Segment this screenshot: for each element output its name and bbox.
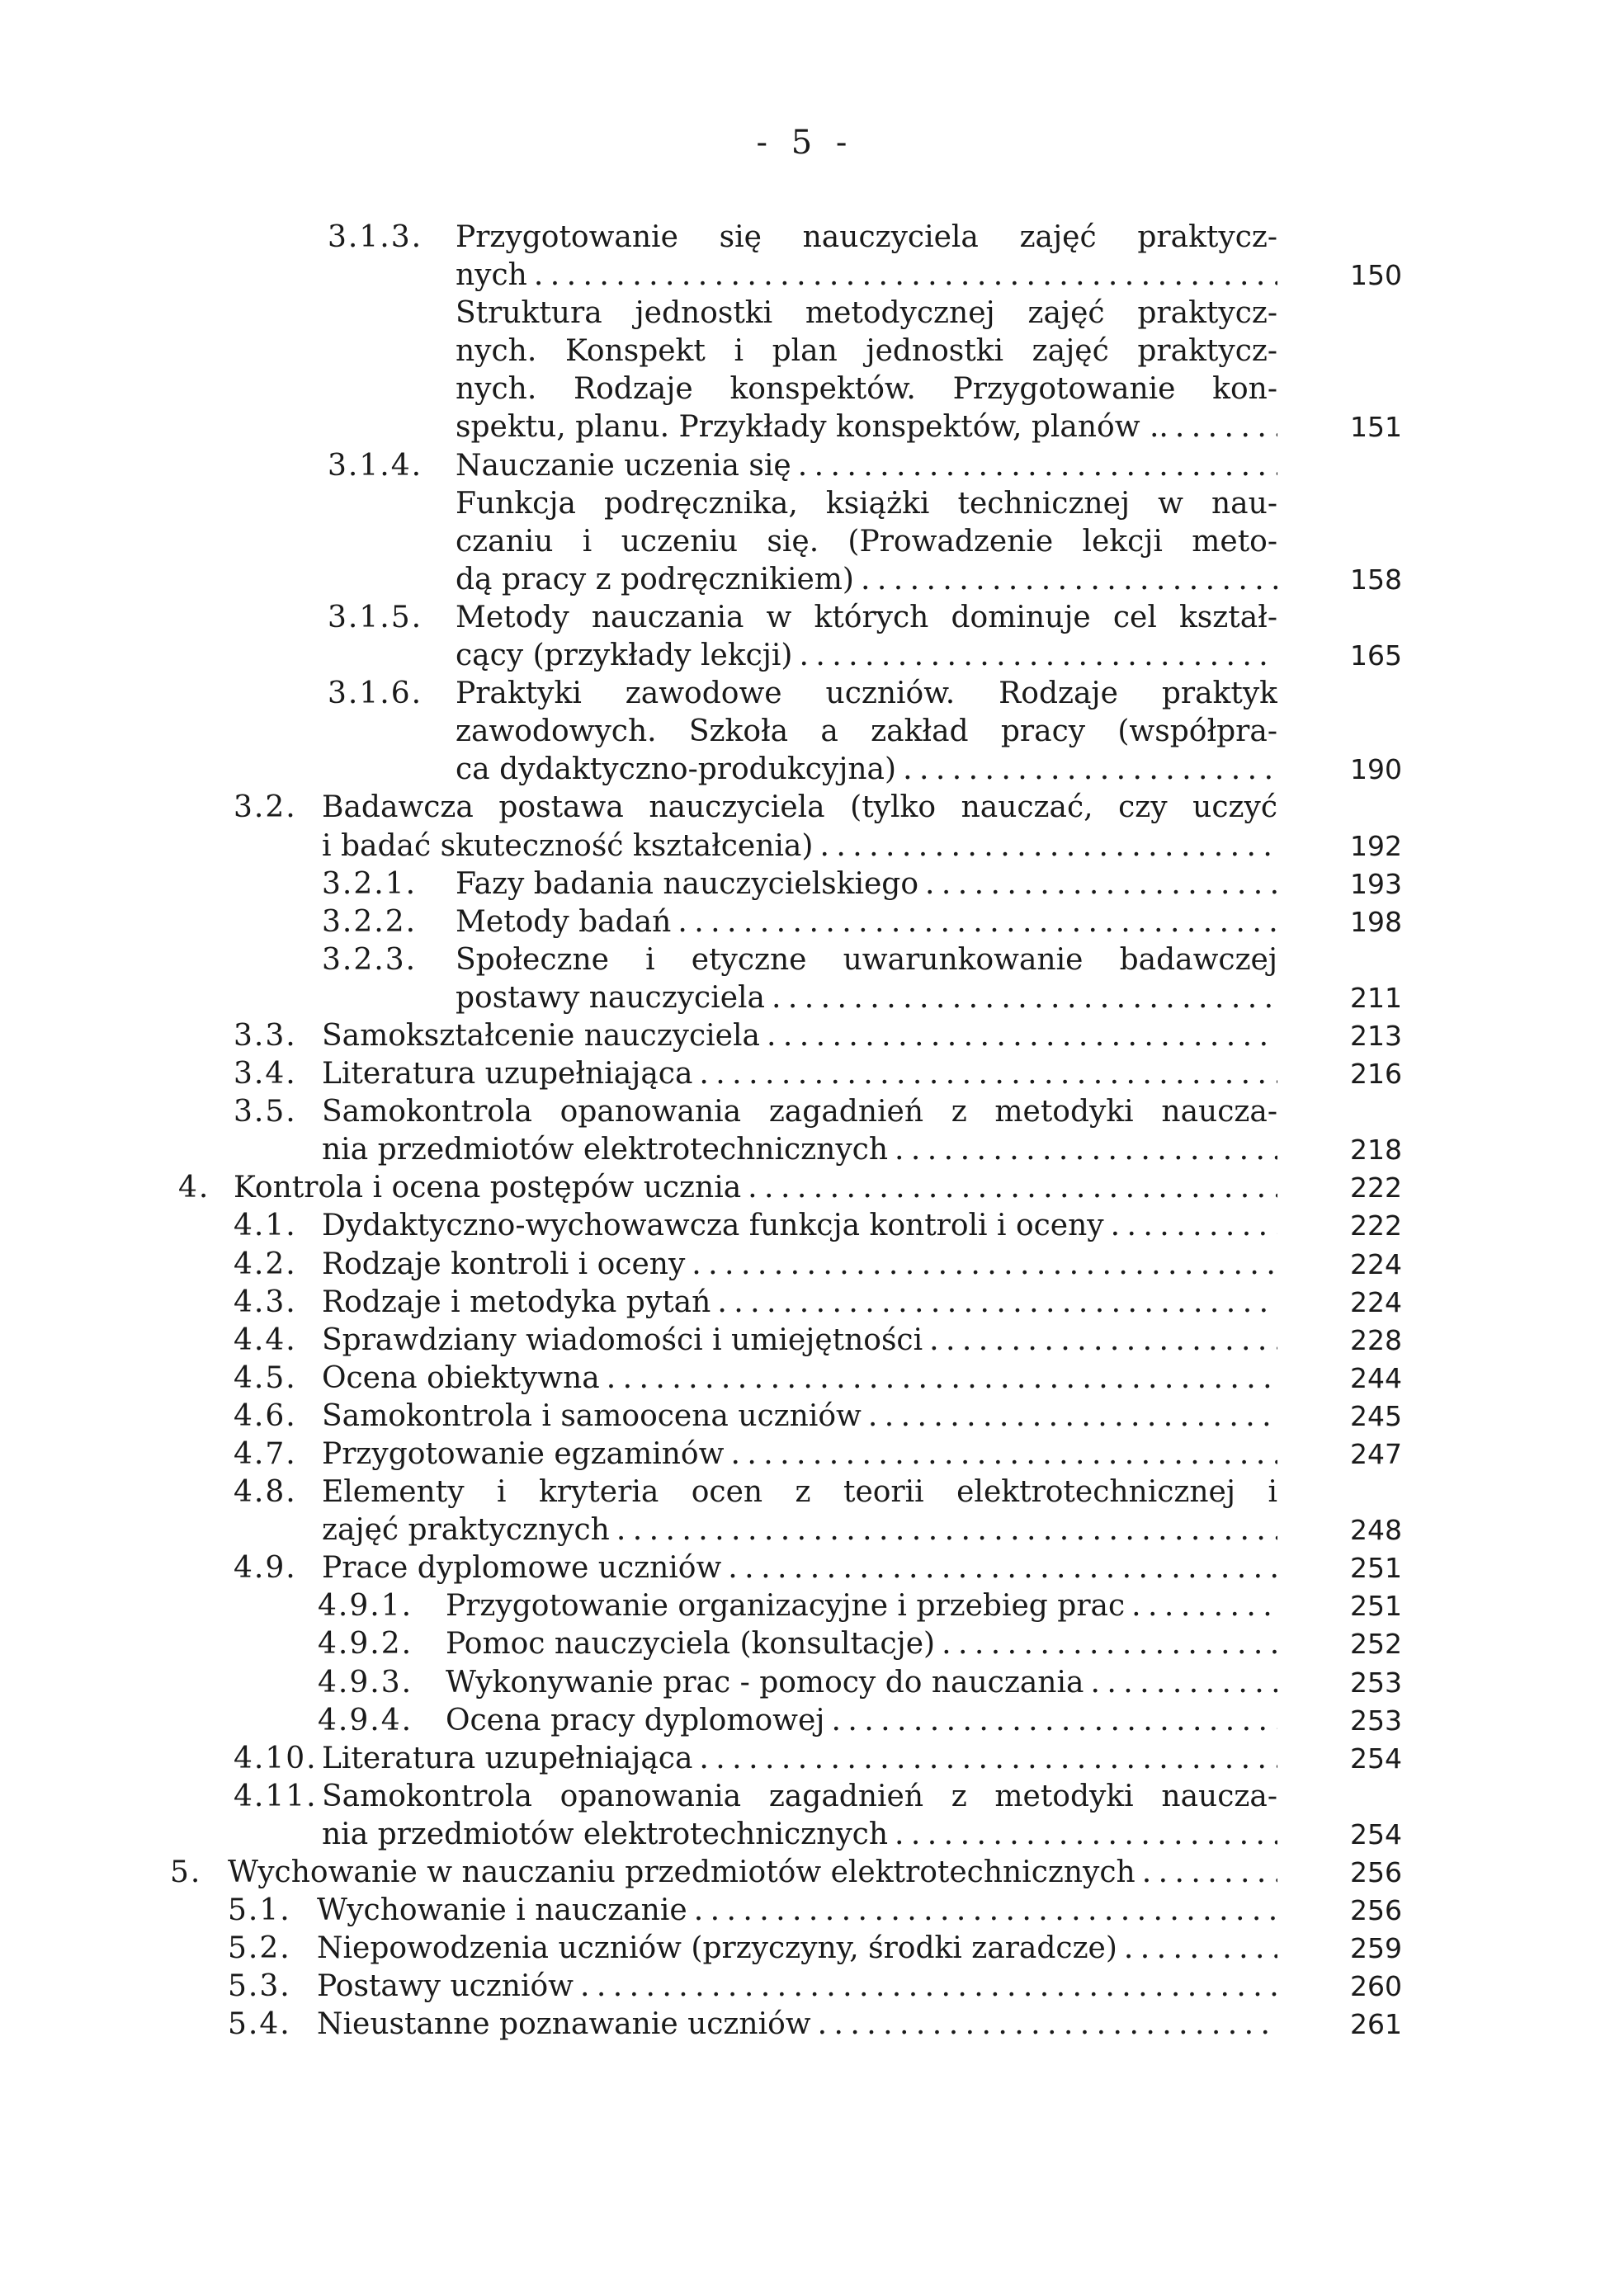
section-number: 3.1.3. <box>328 220 423 254</box>
dot-leader <box>678 903 1277 941</box>
section-number: 4.9. <box>234 1551 297 1586</box>
toc-line <box>0 1017 1610 1055</box>
page-reference: 247 <box>1350 1438 1402 1470</box>
section-title: Samokontrola i samoocena uczniów <box>322 1398 862 1433</box>
section-number: 5.1. <box>228 1893 291 1928</box>
toc-line <box>0 1055 1610 1093</box>
section-title: Literatura uzupełniająca <box>322 1741 693 1775</box>
toc-line <box>0 257 1610 295</box>
toc-line <box>0 637 1610 675</box>
toc-line <box>0 1778 1610 1816</box>
section-title: Nieustanne poznawanie uczniów <box>317 2007 811 2042</box>
dot-leader <box>1175 408 1277 446</box>
toc-line <box>0 1473 1610 1511</box>
section-title: Przygotowanie organizacyjne i przebieg prac <box>446 1589 1126 1624</box>
section-title-with-leader <box>322 1740 1277 1778</box>
toc-line <box>0 408 1610 446</box>
section-number: 3.2. <box>234 790 297 825</box>
section-title: Prace dyplomowe uczniów <box>322 1551 722 1586</box>
section-title-with-leader <box>322 1131 1277 1169</box>
section-title-with-leader <box>456 637 1277 675</box>
section-title: Niepowodzenia uczniów (przyczyny, środki zaradcze) <box>317 1931 1117 1966</box>
toc-line <box>0 219 1610 257</box>
dot-leader <box>616 1511 1277 1549</box>
toc-line <box>0 1740 1610 1778</box>
dot-leader <box>699 1740 1277 1778</box>
page-reference: 248 <box>1350 1514 1402 1547</box>
dot-leader <box>607 1360 1277 1398</box>
dot-leader <box>868 1398 1277 1436</box>
section-title-with-leader <box>322 1055 1277 1093</box>
page-reference: 222 <box>1350 1172 1402 1205</box>
section-title: Elementy i kryteria ocen z teorii elektrotechnicznej i <box>322 1475 1277 1510</box>
toc-line <box>0 1892 1610 1930</box>
section-title: i badać skuteczność kształcenia) <box>322 828 814 863</box>
toc-line <box>0 1625 1610 1663</box>
section-title-with-leader <box>456 865 1277 903</box>
section-number: 4.7. <box>234 1437 297 1471</box>
section-title-with-leader <box>446 1664 1277 1702</box>
section-title-with-leader <box>322 1549 1277 1587</box>
section-number: 5.3. <box>228 1969 291 2004</box>
dot-leader <box>831 1702 1277 1740</box>
section-title-with-leader <box>446 1587 1277 1625</box>
section-title-with-leader <box>317 1930 1277 1968</box>
toc-line <box>0 370 1610 408</box>
section-title-with-leader <box>446 1702 1277 1740</box>
page-reference: 228 <box>1350 1323 1402 1356</box>
section-title-with-leader <box>446 1625 1277 1663</box>
section-number: 3.2.3. <box>322 942 418 977</box>
section-title: Samokształcenie nauczyciela <box>322 1018 760 1053</box>
section-title: Praktyki zawodowe uczniów. Rodzaje praktyk <box>456 677 1277 711</box>
section-title: Sprawdziany wiadomości i umiejętności <box>322 1322 923 1357</box>
section-title: nych. Konspekt i plan jednostki zajęć praktycz- <box>456 334 1277 369</box>
section-title: Samokontrola opanowania zagadnień z metodyki naucza- <box>322 1779 1277 1813</box>
section-title: Ocena obiektywna <box>322 1360 600 1395</box>
toc-line <box>0 865 1610 903</box>
section-title-with-leader <box>322 1398 1277 1436</box>
dot-leader <box>895 1131 1277 1169</box>
dot-leader <box>699 1055 1277 1093</box>
page-reference: 224 <box>1350 1285 1402 1318</box>
page-reference: 253 <box>1350 1666 1402 1699</box>
section-title: Literatura uzupełniająca <box>322 1057 693 1091</box>
toc-line <box>0 1436 1610 1473</box>
toc-line <box>0 2006 1610 2044</box>
section-title-with-leader <box>322 827 1277 865</box>
dot-leader <box>1124 1930 1277 1968</box>
section-number: 3.3. <box>234 1018 297 1053</box>
page-reference: 190 <box>1350 753 1402 786</box>
dot-leader <box>534 257 1277 295</box>
section-title-with-leader <box>317 1892 1277 1930</box>
section-title: dą pracy z podręcznikiem) <box>456 562 854 596</box>
section-title-with-leader <box>322 1017 1277 1055</box>
dot-leader <box>819 827 1277 865</box>
page-reference: 244 <box>1350 1361 1402 1394</box>
section-title-with-leader <box>456 751 1277 789</box>
toc-line <box>0 827 1610 865</box>
section-title-with-leader <box>456 408 1277 446</box>
dot-leader <box>903 751 1277 789</box>
section-title: Kontrola i ocena postępów ucznia <box>234 1171 742 1205</box>
section-number: 3.2.2. <box>322 904 418 939</box>
section-title-with-leader <box>317 1968 1277 2006</box>
section-number: 3.1.5. <box>328 600 423 634</box>
section-title: Metody badań <box>456 904 672 939</box>
dot-leader <box>861 561 1277 599</box>
dot-leader <box>1090 1664 1277 1702</box>
page-reference: 151 <box>1350 411 1402 444</box>
section-number: 3.1.6. <box>328 677 423 711</box>
section-number: 4.9.1. <box>318 1589 413 1624</box>
toc-line <box>0 332 1610 370</box>
section-title: nych <box>456 258 527 293</box>
section-title: nia przedmiotów elektrotechnicznych <box>322 1817 889 1851</box>
section-title-with-leader <box>322 1246 1277 1284</box>
dot-leader <box>929 1322 1277 1360</box>
toc-line <box>0 1093 1610 1131</box>
page-reference: 150 <box>1350 259 1402 292</box>
section-number: 4.9.4. <box>318 1703 413 1737</box>
section-number: 4.9.2. <box>318 1627 413 1662</box>
toc-line <box>0 1664 1610 1702</box>
toc-line <box>0 1246 1610 1284</box>
page-reference: 256 <box>1350 1856 1402 1889</box>
dot-leader <box>580 1968 1277 2006</box>
section-title-with-leader <box>456 561 1277 599</box>
dot-leader <box>1111 1207 1277 1245</box>
page-reference: 252 <box>1350 1628 1402 1661</box>
section-title-with-leader <box>456 979 1277 1017</box>
section-title-with-leader <box>228 1854 1277 1892</box>
toc-line <box>0 1207 1610 1245</box>
toc-line <box>0 1549 1610 1587</box>
section-title: Fazy badania nauczycielskiego <box>456 866 918 901</box>
page-reference: 260 <box>1350 1970 1402 2003</box>
page-reference: 213 <box>1350 1019 1402 1052</box>
page-reference: 158 <box>1350 563 1402 596</box>
section-title-with-leader <box>456 447 1277 485</box>
page-reference: 165 <box>1350 639 1402 672</box>
section-number: 4.11. <box>234 1779 318 1813</box>
section-title: Ocena pracy dyplomowej <box>446 1703 825 1737</box>
section-title-with-leader <box>317 2006 1277 2044</box>
toc-line <box>0 599 1610 637</box>
section-title: Społeczne i etyczne uwarunkowanie badawczej <box>456 942 1277 977</box>
section-title: spektu, planu. Przykłady konspektów, planów .. <box>456 410 1169 445</box>
dot-leader <box>694 1892 1277 1930</box>
section-number: 3.1.4. <box>328 448 423 483</box>
dot-leader <box>692 1246 1277 1284</box>
toc-line <box>0 1702 1610 1740</box>
toc-line <box>0 1169 1610 1207</box>
section-title-with-leader <box>322 1360 1277 1398</box>
section-title: czaniu i uczeniu się. (Prowadzenie lekcji meto- <box>456 524 1277 559</box>
toc-line <box>0 1854 1610 1892</box>
page-reference: 211 <box>1350 981 1402 1014</box>
dot-leader <box>717 1284 1277 1322</box>
toc-line <box>0 789 1610 827</box>
dot-leader <box>730 1436 1277 1473</box>
dot-leader <box>767 1017 1277 1055</box>
dot-leader <box>1131 1587 1277 1625</box>
toc-line <box>0 523 1610 561</box>
section-number: 4.3. <box>234 1285 297 1319</box>
toc-line <box>0 1511 1610 1549</box>
section-title: Dydaktyczno-wychowawcza funkcja kontroli i oceny <box>322 1209 1104 1243</box>
dot-leader <box>798 447 1277 485</box>
section-title: Metody nauczania w których dominuje cel kształ- <box>456 600 1277 634</box>
section-title: Struktura jednostki metodycznej zajęć praktycz- <box>456 296 1277 331</box>
toc-line <box>0 675 1610 713</box>
section-number: 3.5. <box>234 1095 297 1129</box>
section-number: 5.2. <box>228 1931 291 1966</box>
section-title-with-leader <box>322 1816 1277 1854</box>
section-title-with-leader <box>322 1436 1277 1473</box>
table-of-contents <box>0 219 1610 2044</box>
section-number: 4.10. <box>234 1741 318 1775</box>
section-number: 4.8. <box>234 1475 297 1510</box>
dot-leader <box>748 1169 1277 1207</box>
page-reference: 251 <box>1350 1590 1402 1623</box>
section-number: 4.5. <box>234 1360 297 1395</box>
section-title-with-leader <box>322 1284 1277 1322</box>
section-title: postawy nauczyciela <box>456 980 765 1015</box>
section-title: zajęć praktycznych <box>322 1513 610 1548</box>
section-title: Rodzaje i metodyka pytań <box>322 1285 711 1319</box>
toc-line <box>0 1322 1610 1360</box>
section-title: Wychowanie w nauczaniu przedmiotów elektrotechnicznych <box>228 1855 1135 1890</box>
section-number: 4. <box>178 1171 210 1205</box>
toc-line <box>0 1930 1610 1968</box>
section-number: 5.4. <box>228 2007 291 2042</box>
section-title: Wychowanie i nauczanie <box>317 1893 687 1928</box>
toc-line <box>0 485 1610 523</box>
page-number: - 5 - <box>756 124 854 162</box>
toc-line <box>0 1398 1610 1436</box>
section-title: zawodowych. Szkoła a zakład pracy (współpra- <box>456 714 1277 749</box>
section-title: ca dydaktyczno-produkcyjna) <box>456 752 897 787</box>
section-title: Wykonywanie prac - pomocy do nauczania <box>446 1665 1084 1700</box>
page-reference: 198 <box>1350 905 1402 938</box>
page-reference: 218 <box>1350 1134 1402 1167</box>
toc-line <box>0 713 1610 751</box>
toc-line <box>0 979 1610 1017</box>
section-title: Nauczanie uczenia się <box>456 448 791 483</box>
page-reference: 224 <box>1350 1247 1402 1280</box>
section-number: 3.4. <box>234 1057 297 1091</box>
section-title: Przygotowanie się nauczyciela zajęć praktycz- <box>456 220 1277 254</box>
section-title-with-leader <box>234 1169 1277 1207</box>
section-title: Postawy uczniów <box>317 1969 574 2004</box>
toc-line <box>0 295 1610 332</box>
section-title: Samokontrola opanowania zagadnień z metodyki naucza- <box>322 1095 1277 1129</box>
section-title-with-leader <box>456 257 1277 295</box>
toc-line <box>0 1816 1610 1854</box>
section-number: 4.9.3. <box>318 1665 413 1700</box>
dot-leader <box>895 1816 1277 1854</box>
section-number: 3.2.1. <box>322 866 418 901</box>
page-reference: 261 <box>1350 2008 1402 2041</box>
toc-line <box>0 903 1610 941</box>
section-title: nia przedmiotów elektrotechnicznych <box>322 1133 889 1167</box>
page-reference: 193 <box>1350 867 1402 900</box>
dot-leader <box>772 979 1277 1017</box>
toc-line <box>0 1587 1610 1625</box>
section-number: 5. <box>170 1855 202 1890</box>
section-title: Przygotowanie egzaminów <box>322 1437 725 1471</box>
section-title: Badawcza postawa nauczyciela (tylko nauczać, czy uczyć <box>322 790 1277 825</box>
section-number: 4.4. <box>234 1322 297 1357</box>
page-reference: 259 <box>1350 1932 1402 1965</box>
page-reference: 192 <box>1350 829 1402 862</box>
dot-leader <box>925 865 1277 903</box>
toc-line <box>0 1284 1610 1322</box>
dot-leader <box>942 1625 1277 1663</box>
toc-line <box>0 1968 1610 2006</box>
toc-line <box>0 751 1610 789</box>
page-reference: 245 <box>1350 1399 1402 1432</box>
toc-line <box>0 941 1610 979</box>
page-reference: 256 <box>1350 1894 1402 1927</box>
toc-line <box>0 561 1610 599</box>
section-title-with-leader <box>322 1511 1277 1549</box>
section-title-with-leader <box>322 1207 1277 1245</box>
section-number: 4.2. <box>234 1247 297 1281</box>
dot-leader <box>799 637 1277 675</box>
toc-line <box>0 1131 1610 1169</box>
section-title: cący (przykłady lekcji) <box>456 639 793 673</box>
section-title: nych. Rodzaje konspektów. Przygotowanie kon- <box>456 372 1277 407</box>
section-number: 4.1. <box>234 1209 297 1243</box>
dot-leader <box>728 1549 1277 1587</box>
page-reference: 251 <box>1350 1552 1402 1585</box>
page-reference: 222 <box>1350 1209 1402 1242</box>
page-reference: 254 <box>1350 1817 1402 1850</box>
section-title: Funkcja podręcznika, książki technicznej w nau- <box>456 486 1277 521</box>
page-reference: 216 <box>1350 1058 1402 1091</box>
toc-line <box>0 447 1610 485</box>
dot-leader <box>818 2006 1277 2044</box>
page-reference: 253 <box>1350 1704 1402 1737</box>
section-title: Pomoc nauczyciela (konsultacje) <box>446 1627 936 1662</box>
section-title-with-leader <box>456 903 1277 941</box>
toc-line <box>0 1360 1610 1398</box>
section-title-with-leader <box>322 1322 1277 1360</box>
section-number: 4.6. <box>234 1398 297 1433</box>
dot-leader <box>1142 1854 1277 1892</box>
section-title: Rodzaje kontroli i oceny <box>322 1247 686 1281</box>
page-reference: 254 <box>1350 1742 1402 1775</box>
